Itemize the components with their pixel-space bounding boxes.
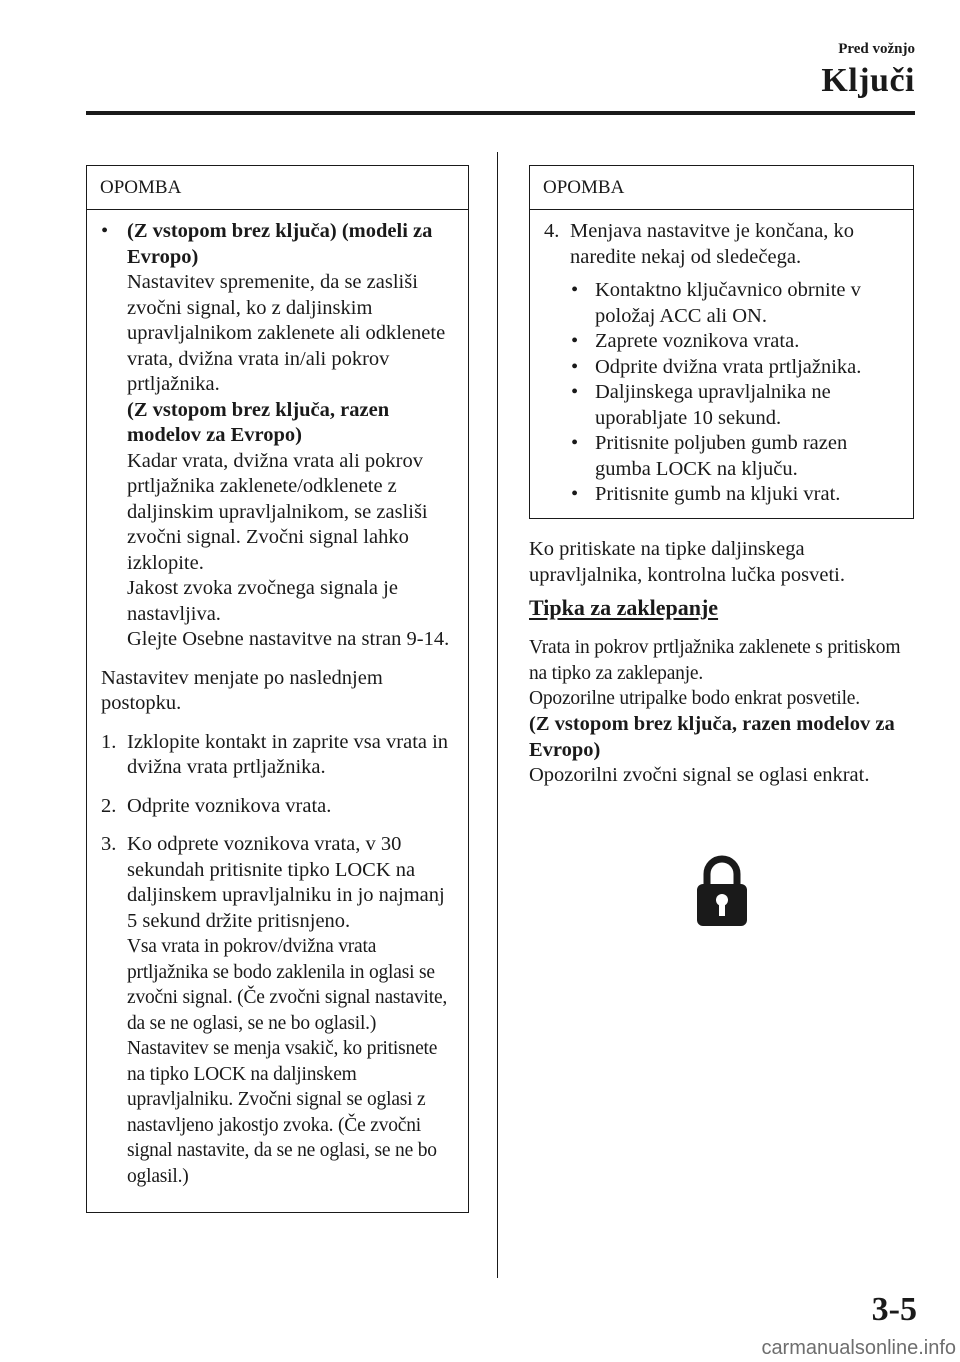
step-item — [544, 219, 899, 270]
bullet-heading-europe: (Z vstopom brez ključa) (modeli za Evropo) — [127, 220, 433, 268]
lock-para-3: Opozorilni zvočni signal se oglasi enkrat. — [529, 764, 870, 786]
bullet-mark: • — [571, 432, 579, 454]
list-item-text: Kontaktno ključavnico obrnite v položaj ACC ali ON. — [595, 279, 861, 327]
procedure-intro: Nastavitev menjate po naslednjem postopku. — [101, 666, 383, 714]
list-item-text: Pritisnite gumb na kljuki vrat. — [595, 483, 841, 505]
list-item-text: Zaprete voznikova vrata. — [595, 330, 800, 352]
list-item — [544, 380, 899, 431]
note-heading: OPOMBA — [87, 166, 468, 210]
column-divider — [497, 152, 498, 1278]
watermark: carmanualsonline.info — [761, 1337, 956, 1359]
bullet-mark: • — [571, 483, 579, 505]
bullet-mark: • — [571, 355, 579, 378]
non-europe-heading: (Z vstopom brez ključa, razen modelov za Evropo) — [529, 713, 895, 761]
lock-button-heading: Tipka za zaklepanje — [529, 595, 719, 620]
lock-para-2: Opozorilne utripalke bodo enkrat posvetile. — [529, 688, 860, 709]
list-item-text: Pritisnite poljuben gumb razen gumba LOCK na ključu. — [595, 432, 848, 480]
lock-button-section-2 — [529, 712, 919, 789]
step-text: Ko odprete voznikova vrata, v 30 sekundah pritisnite tipko LOCK na daljinskem upravljalniku in jo najmanj 5 sekund držite pritisnjeno. — [127, 833, 445, 932]
note-body — [87, 210, 468, 1189]
bullet-text-volume: Jakost zvoka zvočnega signala je nastavljiva. — [127, 577, 398, 625]
list-item — [544, 355, 899, 381]
note-heading: OPOMBA — [530, 166, 913, 210]
step-text: Menjava nastavitve je končana, ko naredite nekaj od sledečega. — [570, 220, 855, 268]
bullet-heading-non-europe: (Z vstopom brez ključa, razen modelov za Evropo) — [127, 398, 390, 446]
bullet-mark: • — [571, 330, 579, 352]
step-number: 2. — [101, 794, 117, 817]
indicator-paragraph — [529, 537, 919, 588]
list-item — [544, 431, 899, 482]
bullet-text-reference: Glejte Osebne nastavitve na stran 9-14. — [127, 628, 450, 650]
left-note-box — [86, 165, 469, 1213]
page-title: Ključi — [821, 62, 915, 99]
list-item — [544, 278, 899, 329]
step-number: 4. — [544, 220, 560, 242]
step-text: Izklopite kontakt in zaprite vsa vrata in dvižna vrata prtljažnika. — [127, 730, 449, 778]
lock-button-section — [529, 635, 919, 712]
list-item — [544, 482, 899, 508]
list-item-text: Daljinskega upravljalnika ne uporabljate 10 sekund. — [595, 381, 831, 429]
bullet-mark: • — [571, 381, 579, 403]
list-item — [544, 329, 899, 355]
step-text: Odprite voznikova vrata. — [127, 794, 332, 817]
step-number: 3. — [101, 833, 117, 855]
step-text-detail: Vsa vrata in pokrov/dvižna vrata prtljažnika se bodo zaklenila in oglasi se zvočni signal. (Če zvočni signal nastavite, da se ne oglasi, se ne bo oglasil.) Nastavitev se menja vsakič, ko pritisnete na tipko LOCK na daljinskem upravljalniku. Zvočni signal se oglasi z nastavljeno jakostjo zvoka. (Če zvočni signal nastavite, da se ne oglasi, se ne bo oglasil.) — [127, 936, 448, 1187]
note-bullet — [101, 219, 454, 653]
bullet-mark: • — [571, 279, 579, 301]
bullet-text-non-europe: Kadar vrata, dvižna vrata ali pokrov prtljažnika zaklenete/odklenete z daljinskim upravljalnikom, se zasliši zvočni signal. Zvočni signal lahko izklopite. — [127, 449, 428, 574]
bullet-mark: • — [101, 220, 109, 242]
lock-icon — [697, 854, 747, 926]
list-item-text: Odprite dvižna vrata prtljažnika. — [595, 355, 862, 378]
step-item — [101, 730, 454, 781]
note-body — [530, 210, 913, 508]
bullet-text-europe: Nastavitev spremenite, da se zasliši zvočni signal, ko z daljinskim upravljalnikom zaklenete ali odklenete vrata, dvižna vrata in/ali pokrov prtljažnika. — [127, 271, 446, 395]
indicator-text: Ko pritiskate na tipke daljinskega upravljalnika, kontrolna lučka posveti. — [529, 538, 845, 586]
step-item — [101, 832, 454, 1189]
section-title: Pred vožnjo — [838, 41, 915, 57]
right-note-box — [529, 165, 914, 519]
step-number: 1. — [101, 730, 117, 753]
step-item — [101, 794, 454, 820]
page-number: 3-5 — [871, 1291, 917, 1328]
header-rule — [86, 111, 915, 115]
lock-para-1: Vrata in pokrov prtljažnika zaklenete s pritiskom na tipko za zaklepanje. — [529, 637, 901, 684]
